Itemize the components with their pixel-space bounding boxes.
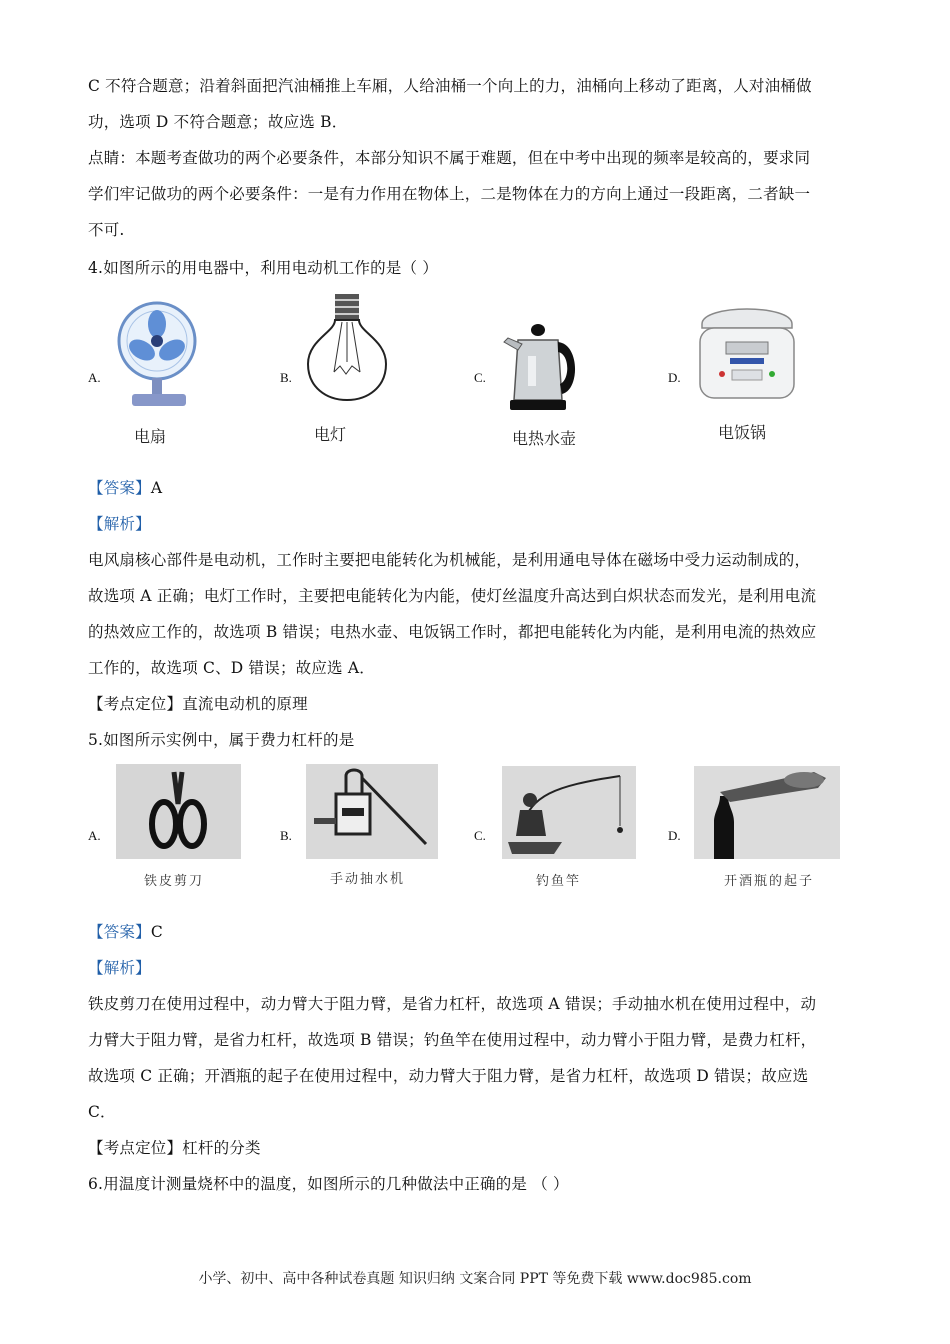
q4-keypoint bbox=[88, 686, 864, 722]
text-line: 不可. bbox=[88, 221, 125, 239]
text-line: C． bbox=[88, 1103, 116, 1121]
text-line: 铁皮剪刀在使用过程中，动力臂大于阻力臂，是省力杠杆，故选项 A 错误；手动抽水机在使用过程中，动 bbox=[88, 995, 817, 1013]
q4-option-c-caption: 电热水壶 bbox=[512, 429, 577, 448]
q5-analysis-tag bbox=[88, 950, 864, 986]
q5-option-b-caption: 手动抽水机 bbox=[330, 872, 406, 887]
text-line: 电风扇核心部件是电动机，工作时主要把电能转化为机械能，是利用通电导体在磁场中受力运动制成的， bbox=[88, 551, 811, 569]
q5-option-d-label: D. bbox=[668, 828, 681, 843]
keypoint-value: 杠杆的分类 bbox=[182, 1139, 261, 1157]
q5-option-b-label: B. bbox=[280, 828, 292, 843]
q5-option-c-caption: 钓鱼竿 bbox=[536, 874, 582, 889]
q4-option-a-label: A. bbox=[88, 370, 101, 385]
keypoint-value: 直流电动机的原理 bbox=[182, 695, 308, 713]
q5-option-d-caption: 开酒瓶的起子 bbox=[724, 874, 815, 889]
electric-fan-icon bbox=[112, 296, 202, 411]
q5-answer bbox=[88, 914, 864, 950]
page-footer: 小学、初中、高中各种试卷真题 知识归纳 文案合同 PPT 等免费下载 www.doc985.com bbox=[198, 1271, 752, 1287]
analysis-tag: 【解析】 bbox=[88, 515, 151, 533]
bottle-opener-icon bbox=[694, 766, 840, 859]
text-line: 功，选项 D 不符合题意；故应选 B． bbox=[88, 113, 348, 131]
q4-answer bbox=[88, 470, 864, 506]
tin-snips-icon bbox=[116, 764, 241, 859]
rice-cooker-icon bbox=[692, 294, 802, 406]
text-line: 学们牢记做功的两个必要条件：一是有力作用在物体上，二是物体在力的方向上通过一段距离，二者缺一 bbox=[88, 185, 811, 203]
question-6-stem: 6.用温度计测量烧杯中的温度，如图所示的几种做法中正确的是 （ ） bbox=[88, 1175, 569, 1193]
text-line: 的热效应工作的，故选项 B 错误；电热水壶、电饭锅工作时，都把电能转化为内能，是利用电流的热效应 bbox=[88, 623, 817, 641]
fishing-rod-icon bbox=[502, 766, 636, 859]
text-line: 力臂大于阻力臂，是省力杠杆，故选项 B 错误；钓鱼竿在使用过程中，动力臂小于阻力臂，是费力杠杆， bbox=[88, 1031, 817, 1049]
q4-option-b-label: B. bbox=[280, 370, 292, 385]
text-line: C 不符合题意；沿着斜面把汽油桶推上车厢，人给油桶一个向上的力，油桶向上移动了距离，人对油桶做 bbox=[88, 77, 812, 95]
q4-option-b-caption: 电灯 bbox=[314, 425, 347, 444]
q4-analysis-tag bbox=[88, 506, 864, 542]
text-line: 故选项 A 正确；电灯工作时，主要把电能转化为内能，使灯丝温度升高达到白炽状态而发光，是利用电流 bbox=[88, 587, 817, 605]
keypoint-tag: 【考点定位】 bbox=[88, 695, 183, 713]
analysis-tag: 【解析】 bbox=[88, 959, 151, 977]
q4-option-a-caption: 电扇 bbox=[134, 427, 167, 446]
answer-tag: 【答案】 bbox=[88, 923, 151, 941]
text-line: 工作的，故选项 C、D 错误；故应选 A． bbox=[88, 659, 375, 677]
q5-keypoint bbox=[88, 1130, 864, 1166]
keypoint-tag: 【考点定位】 bbox=[88, 1139, 183, 1157]
q5-option-a-caption: 铁皮剪刀 bbox=[144, 874, 205, 889]
q4-option-d-caption: 电饭锅 bbox=[718, 423, 767, 442]
electric-kettle-icon bbox=[500, 320, 590, 415]
answer-tag: 【答案】 bbox=[88, 479, 151, 497]
question-4-stem: 4.如图所示的用电器中，利用电动机工作的是（ ） bbox=[88, 259, 439, 277]
answer-value: C bbox=[150, 923, 163, 941]
q4-option-d-label: D. bbox=[668, 370, 681, 385]
text-line: 点睛：本题考查做功的两个必要条件，本部分知识不属于难题，但在中考中出现的频率是较高的，要求同 bbox=[88, 149, 811, 167]
q5-option-c-label: C. bbox=[474, 828, 486, 843]
light-bulb-icon bbox=[302, 292, 392, 407]
q5-option-a-label: A. bbox=[88, 828, 101, 843]
q4-option-c-label: C. bbox=[474, 370, 486, 385]
hand-pump-icon bbox=[306, 764, 438, 859]
text-line: 故选项 C 正确；开酒瓶的起子在使用过程中，动力臂大于阻力臂，是省力杠杆，故选项 D 错误；故应选 bbox=[88, 1067, 809, 1085]
answer-value: A bbox=[150, 479, 163, 497]
question-5-stem: 5.如图所示实例中，属于费力杠杆的是 bbox=[88, 731, 355, 749]
